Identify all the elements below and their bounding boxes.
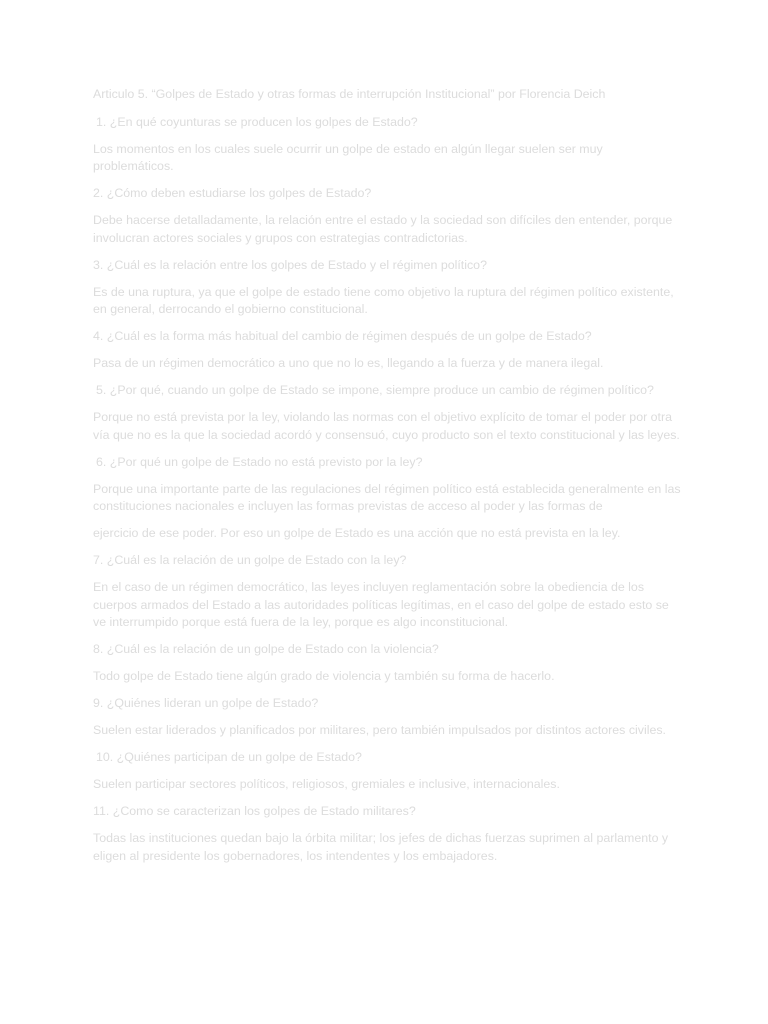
question-10: 10. ¿Quiénes participan de un golpe de Estado?: [96, 750, 362, 764]
answer-5: Porque no está prevista por la ley, violando las normas con el objetivo explícito de tomar el poder por otra vía que no es la que la sociedad acordó y consensuó, cuyo producto son el texto constitucional y las leyes.: [93, 410, 680, 442]
answer-11: Todas las instituciones quedan bajo la órbita militar; los jefes de dichas fuerzas suprimen al parlamento y eligen al presidente los gobernadores, los intendentes y los embajadores.: [93, 831, 669, 863]
question-11: 11. ¿Como se caracterizan los golpes de Estado militares?: [93, 804, 416, 818]
question-2: 2. ¿Cómo deben estudiarse los golpes de Estado?: [93, 186, 372, 200]
answer-4: Pasa de un régimen democrático a uno que no lo es, llegando a la fuerza y de manera ilegal.: [93, 356, 604, 370]
question-1: 1. ¿En qué coyunturas se producen los golpes de Estado?: [96, 114, 418, 129]
answer-6-part-2: ejercicio de ese poder. Por eso un golpe de Estado es una acción que no está prevista en la ley.: [93, 526, 621, 540]
question-8: 8. ¿Cuál es la relación de un golpe de Estado con la violencia?: [93, 642, 439, 656]
document-title: Articulo 5. “Golpes de Estado y otras formas de interrupción Institucional” por Florencia Deich: [93, 87, 606, 101]
question-6: 6. ¿Por qué un golpe de Estado no está previsto por la ley?: [96, 454, 423, 469]
answer-6-part-1: Porque una importante parte de las regulaciones del régimen político está establecida generalmente en las constituciones nacionales e incluyen las formas previstas de acceso al poder y las formas de: [93, 481, 681, 513]
answer-3: Es de una ruptura, ya que el golpe de estado tiene como objetivo la ruptura del régimen político existente, en general, derrocando el gobierno constitucional.: [93, 284, 674, 316]
answer-8: Todo golpe de Estado tiene algún grado de violencia y también su forma de hacerlo.: [93, 669, 555, 683]
question-5: 5. ¿Por qué, cuando un golpe de Estado se impone, siempre produce un cambio de régimen político?: [96, 383, 654, 397]
answer-7: En el caso de un régimen democrático, las leyes incluyen reglamentación sobre la obediencia de los cuerpos armados del Estado a las autoridades políticas legítimas, en el caso del golpe de estado esto se ve interrumpido porque está fuera de la ley, porque es algo inconstitucional.: [93, 580, 669, 629]
answer-2: Debe hacerse detalladamente, la relación entre el estado y la sociedad son difíciles den entender, porque involucran actores sociales y grupos con estrategias contradictorias.: [93, 213, 673, 245]
question-4: 4. ¿Cuál es la forma más habitual del cambio de régimen después de un golpe de Estado?: [93, 329, 592, 343]
question-7: 7. ¿Cuál es la relación de un golpe de Estado con la ley?: [93, 553, 407, 567]
answer-9: Suelen estar liderados y planificados por militares, pero también impulsados por distintos actores civiles.: [93, 723, 667, 737]
question-3: 3. ¿Cuál es la relación entre los golpes de Estado y el régimen político?: [93, 257, 487, 272]
answer-10: Suelen participar sectores políticos, religiosos, gremiales e inclusive, internacionales.: [93, 777, 560, 791]
question-9: 9. ¿Quiénes lideran un golpe de Estado?: [93, 696, 319, 710]
answer-1: Los momentos en los cuales suele ocurrir un golpe de estado en algún llegar suelen ser muy problemáticos.: [93, 141, 603, 173]
document-body: [93, 86, 683, 875]
